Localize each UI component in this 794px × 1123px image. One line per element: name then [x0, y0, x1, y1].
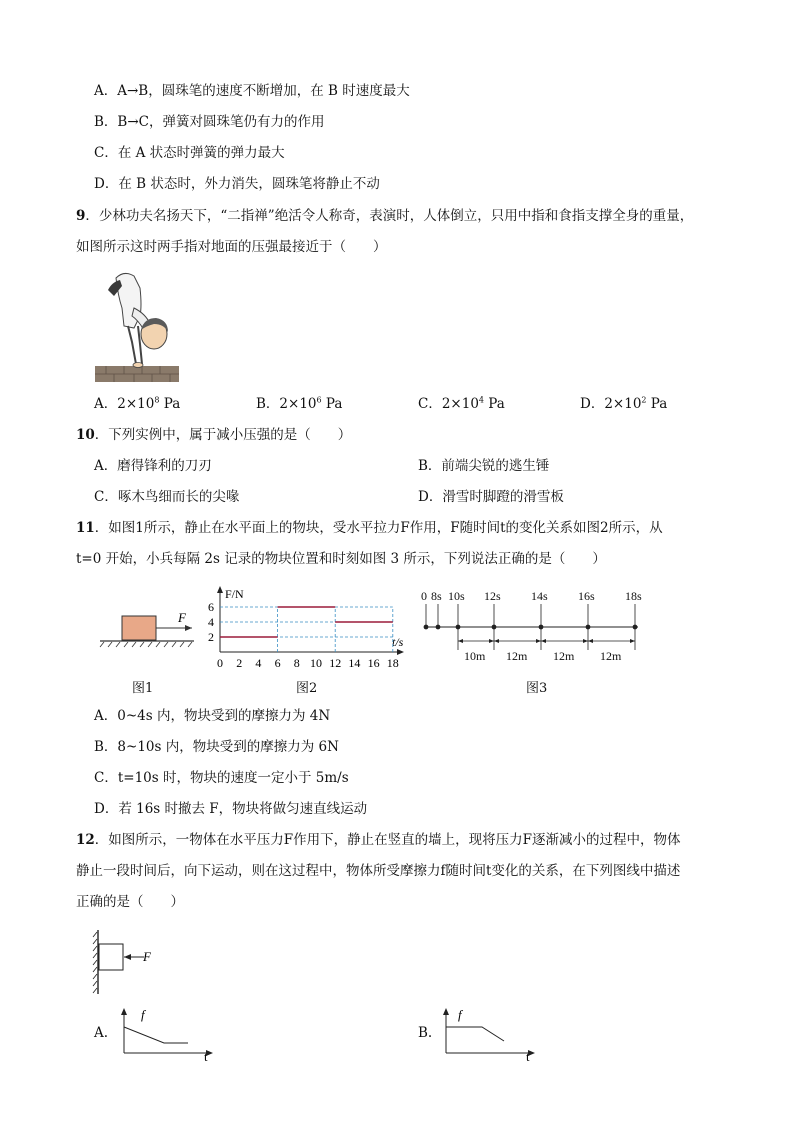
figure2-ylabel: F/N — [225, 587, 244, 601]
x-tick-label: 0 — [217, 656, 223, 670]
wall-force-label: F — [143, 949, 151, 964]
q11-number: 11 — [76, 520, 95, 536]
q11-stem-line2: t=0 开始，小兵每隔 2s 记录的物块位置和时刻如图 3 所示，下列说法正确的是（ ） — [76, 551, 606, 567]
x-tick-label: 14 — [348, 656, 361, 670]
time-label: 18s — [625, 589, 642, 603]
q10-option-b: B．前端尖锐的逃生锤 — [418, 458, 550, 474]
q11-text1: ．如图1所示，静止在水平面上的物块，受水平拉力F作用，F随时间t的变化关系如图2所示，从 — [94, 520, 663, 536]
graph-x-label: t — [204, 1049, 208, 1063]
figure1-force-label: F — [178, 610, 186, 625]
q10-number: 10 — [76, 427, 95, 443]
time-label: 10s — [448, 589, 465, 603]
q8-option-c: C．在 A 状态时弹簧的弹力最大 — [94, 145, 285, 161]
figure2-force-time-chart — [200, 584, 410, 672]
x-tick-label: 4 — [255, 656, 262, 670]
q9-stem-line2: 如图所示这时两手指对地面的压强最接近于（ ） — [76, 239, 387, 255]
time-label: 14s — [531, 589, 548, 603]
q11-stem-line1 — [76, 519, 663, 537]
figure3-caption: 图3 — [526, 681, 548, 696]
wall-block-figure — [92, 928, 162, 996]
figure2-caption: 图2 — [296, 681, 318, 696]
q12-text1: ．如图所示，一物体在水平压力F作用下，静止在竖直的墙上，现将压力F逐渐减小的过程中，物体 — [94, 832, 681, 848]
y-tick-label: 2 — [208, 630, 214, 644]
figure1-block-on-floor — [96, 605, 196, 653]
time-label: 16s — [578, 589, 595, 603]
x-tick-label: 18 — [386, 656, 399, 670]
distance-label: 12m — [600, 649, 622, 663]
q10-option-a: A．磨得锋利的刀刃 — [94, 458, 212, 474]
time-label: 12s — [484, 589, 501, 603]
time-label: 0 — [421, 589, 427, 603]
q9-option-b: B．$2\times 10^6$ Pa — [256, 395, 343, 412]
q9-text1: ．少林功夫名扬天下，“二指禅”绝活令人称奇，表演时，人体倒立，只用中指和食指支撑全身的重量， — [85, 208, 694, 224]
x-tick-label: 10 — [310, 656, 322, 670]
graph-y-label: f — [141, 1007, 145, 1022]
x-tick-label: 6 — [274, 656, 281, 670]
q10-option-d: D．滑雪时脚蹬的滑雪板 — [418, 489, 564, 505]
q10-text: ．下列实例中，属于减小压强的是（ ） — [94, 427, 352, 443]
x-tick-label: 16 — [367, 656, 380, 670]
q9-option-a: A．$2\times 10^8$ Pa — [94, 395, 181, 412]
q10-stem — [76, 426, 351, 444]
q12-option-b-graph — [436, 1005, 546, 1063]
y-tick-label: 4 — [208, 615, 214, 629]
graph-x-label: t — [526, 1049, 530, 1063]
x-tick-label: 8 — [293, 656, 300, 670]
q11-option-b: B．8~10s 内，物块受到的摩擦力为 6N — [94, 739, 339, 755]
q11-option-c: C．t=10s 时，物块的速度一定小于 5m/s — [94, 770, 349, 786]
figure1-caption: 图1 — [132, 681, 154, 696]
q12-stem-line1 — [76, 831, 681, 849]
y-tick-label: 6 — [208, 600, 214, 614]
q9-number: 9 — [76, 208, 86, 224]
distance-label: 10m — [464, 649, 486, 663]
q9-option-c: C．$2\times 10^4$ Pa — [418, 395, 505, 412]
handstand-illustration — [94, 268, 180, 386]
figure2-xlabel: t/s — [392, 635, 404, 649]
x-tick-label: 2 — [236, 656, 243, 670]
q12-stem-line2: 静止一段时间后，向下运动，则在这过程中，物体所受摩擦力f随时间t变化的关系，在下列图线中描述 — [76, 863, 681, 879]
distance-label: 12m — [506, 649, 528, 663]
q9-option-d: D．$2\times 10^2$ Pa — [580, 395, 668, 412]
figure3-position-timeline — [418, 586, 654, 666]
q8-option-d: D．在 B 状态时，外力消失，圆珠笔将静止不动 — [94, 176, 380, 192]
time-label: 8s — [431, 589, 442, 603]
q10-option-c: C．啄木鸟细而长的尖喙 — [94, 489, 240, 505]
graph-y-label: f — [458, 1007, 462, 1022]
q9-stem-line1 — [76, 207, 693, 225]
q11-option-a: A．0~4s 内，物块受到的摩擦力为 4N — [94, 708, 331, 724]
q12-number: 12 — [76, 832, 95, 848]
q12-stem-line3: 正确的是（ ） — [76, 894, 184, 910]
q12-option-a-label: A. — [94, 1025, 109, 1041]
x-tick-label: 12 — [329, 656, 342, 670]
q12-option-b-label: B. — [418, 1025, 433, 1041]
q8-option-a: A．A→B，圆珠笔的速度不断增加，在 B 时速度最大 — [94, 83, 410, 99]
q8-option-b: B．B→C，弹簧对圆珠笔仍有力的作用 — [94, 114, 325, 130]
q11-option-d: D．若 16s 时撤去 F，物块将做匀速直线运动 — [94, 801, 368, 817]
q12-option-a-graph — [114, 1005, 224, 1063]
distance-label: 12m — [553, 649, 575, 663]
